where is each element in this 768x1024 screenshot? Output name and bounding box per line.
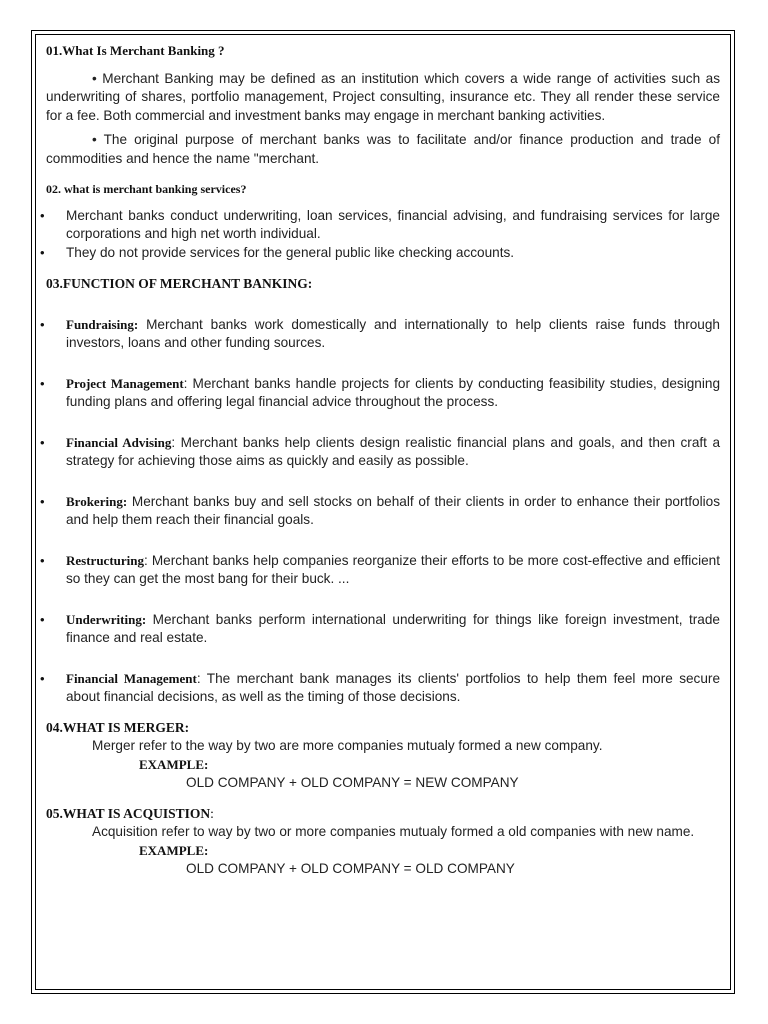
section-5-heading-suffix: : [210, 805, 214, 821]
list-item [46, 434, 720, 471]
section-4-text: Merger refer to the way by two are more companies mutualy formed a new company. [92, 738, 603, 753]
list-item [46, 552, 720, 589]
list-item [46, 493, 720, 530]
list-item-text: : The merchant bank manages its clients' portfolios to help them feel more secure about financial decisions, as well as the timing of those decisions. [66, 670, 720, 704]
section-3-list [46, 316, 720, 707]
section-4-example-label: EXAMPLE: [139, 756, 209, 772]
section-5-example: OLD COMPANY + OLD COMPANY = OLD COMPANY [186, 861, 515, 876]
list-item-text: Merchant banks buy and sell stocks on behalf of their clients in order to enhance their portfolios and help them reach their financial goals. [66, 493, 720, 527]
list-item-text: Merchant banks work domestically and internationally to help clients raise funds through investors, loans and other funding sources. [66, 316, 720, 350]
section-5-text: Acquisition refer to way by two or more companies mutualy formed a old companies with new name. [92, 824, 695, 839]
section-1-heading: 01.What Is Merchant Banking ? [46, 43, 225, 58]
list-item [46, 670, 720, 707]
list-item-text: : Merchant banks help clients design realistic financial plans and goals, and then craft a strategy for achieving those aims as quickly and easily as possible. [66, 434, 721, 468]
section-5-heading [46, 805, 720, 824]
list-item [46, 611, 720, 648]
list-item: • They do not provide services for the general public like checking accounts. [46, 244, 720, 263]
list-item-term: Financial Advising [66, 434, 172, 450]
section-1-paragraph-2: • The original purpose of merchant banks was to facilitate and/or finance production and trade of commodities and hence the name "merchant. [46, 132, 720, 166]
section-4-example: OLD COMPANY + OLD COMPANY = NEW COMPANY [186, 775, 519, 790]
section-2-list [46, 207, 720, 263]
list-item-term: Restructuring [66, 552, 144, 568]
list-item-text: Merchant banks perform international underwriting for things like foreign investment, trade finance and real estate. [66, 611, 720, 645]
list-item-term: Brokering: [66, 493, 128, 509]
list-item-term: Financial Management [66, 670, 197, 686]
list-item [46, 316, 720, 353]
document-body [46, 42, 720, 879]
list-item-term: Fundraising: [66, 316, 139, 332]
list-item-text: : Merchant banks help companies reorganize their efforts to be more cost-effective and efficient so they can get the most bang for their buck. ... [66, 552, 720, 586]
section-3-heading: 03.FUNCTION OF MERCHANT BANKING: [46, 276, 313, 291]
list-item: • Merchant banks conduct underwriting, loan services, financial advising, and fundraising services for large corporations and high net worth individual. [46, 207, 720, 244]
section-4-heading: 04.WHAT IS MERGER: [46, 719, 190, 735]
list-item [46, 375, 720, 412]
section-2-heading: 02. what is merchant banking services? [46, 182, 247, 196]
section-5-example-label: EXAMPLE: [139, 842, 209, 858]
list-item-text: : Merchant banks handle projects for clients by conducting feasibility studies, designing funding plans and offering legal financial advice throughout the process. [66, 375, 721, 409]
list-item-term: Project Management [66, 375, 184, 391]
section-5-heading-text: 05.WHAT IS ACQUISTION [46, 805, 211, 821]
list-item-term: Underwriting: [66, 611, 147, 627]
section-1-paragraph-1: • Merchant Banking may be defined as an institution which covers a wide range of activities such as underwriting of shares, portfolio management, Project consulting, insurance etc. They all render these service for a fee. Both commercial and investment banks may engage in merchant banking activities. [46, 70, 720, 123]
